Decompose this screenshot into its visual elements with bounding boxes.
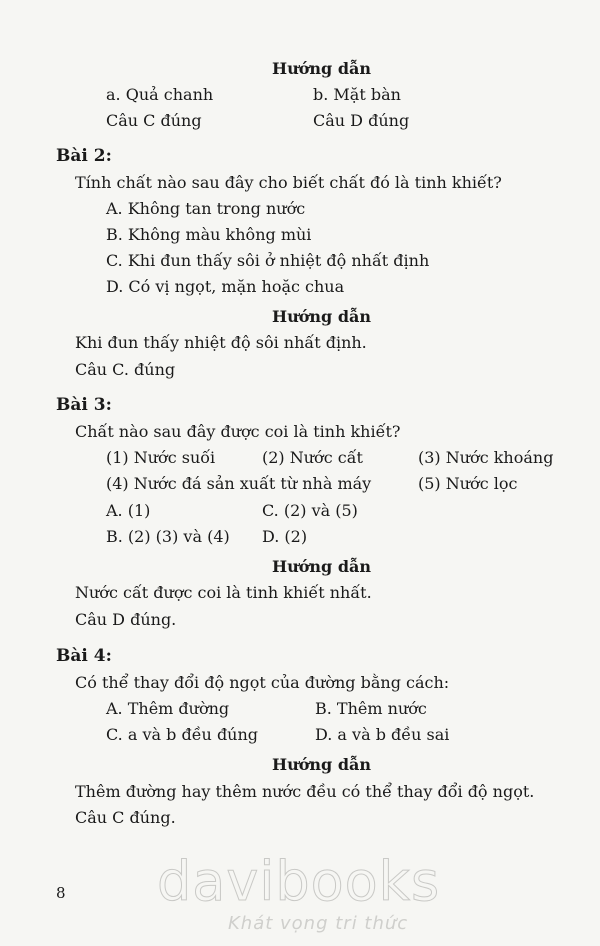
watermark-slogan: Khát vọng tri thức	[228, 913, 409, 934]
answer-text: Câu C. đúng	[75, 360, 176, 379]
option-d: D. a và b đều sai	[315, 725, 450, 744]
guide-text: Khi đun thấy nhiệt độ sôi nhất định.	[75, 333, 367, 352]
option-d: D. (2)	[262, 527, 308, 546]
guide-heading: Hướng dẫn	[272, 59, 371, 78]
answer-c: Câu C đúng	[106, 111, 202, 130]
item-5: (5) Nước lọc	[418, 474, 518, 493]
option-a: A. Thêm đường	[106, 699, 230, 718]
exercise-title: Bài 4:	[56, 646, 112, 666]
option-c: C. (2) và (5)	[262, 501, 358, 520]
option-b: B. Thêm nước	[315, 699, 427, 718]
option-b: B. Không màu không mùi	[106, 225, 312, 244]
answer-d: Câu D đúng	[313, 111, 410, 130]
question-text: Chất nào sau đây được coi là tinh khiết?	[75, 422, 401, 441]
option-b: b. Mặt bàn	[313, 85, 401, 104]
item-2: (2) Nước cất	[262, 448, 363, 467]
option-a: a. Quả chanh	[106, 85, 214, 104]
option-a: A. (1)	[106, 501, 151, 520]
item-3: (3) Nước khoáng	[418, 448, 554, 467]
guide-heading: Hướng dẫn	[272, 755, 371, 774]
option-c: C. Khi đun thấy sôi ở nhiệt độ nhất định	[106, 251, 430, 270]
item-1: (1) Nước suối	[106, 448, 216, 467]
guide-heading: Hướng dẫn	[272, 557, 371, 576]
option-b: B. (2) (3) và (4)	[106, 527, 230, 546]
watermark-logo: davibooks	[157, 850, 441, 913]
question-text: Tính chất nào sau đây cho biết chất đó là tinh khiết?	[75, 173, 502, 192]
item-4: (4) Nước đá sản xuất từ nhà máy	[106, 474, 372, 493]
option-d: D. Có vị ngọt, mặn hoặc chua	[106, 277, 345, 296]
question-text: Có thể thay đổi độ ngọt của đường bằng cách:	[75, 673, 450, 692]
guide-heading: Hướng dẫn	[272, 307, 371, 326]
guide-text: Thêm đường hay thêm nước đều có thể thay đổi độ ngọt.	[75, 782, 535, 801]
answer-text: Câu C đúng.	[75, 808, 176, 827]
answer-text: Câu D đúng.	[75, 610, 177, 629]
option-c: C. a và b đều đúng	[106, 725, 259, 744]
guide-text: Nước cất được coi là tinh khiết nhất.	[75, 583, 372, 602]
option-a: A. Không tan trong nước	[106, 199, 306, 218]
exercise-title: Bài 2:	[56, 146, 112, 166]
page-number: 8	[56, 884, 66, 902]
exercise-title: Bài 3:	[56, 395, 112, 415]
